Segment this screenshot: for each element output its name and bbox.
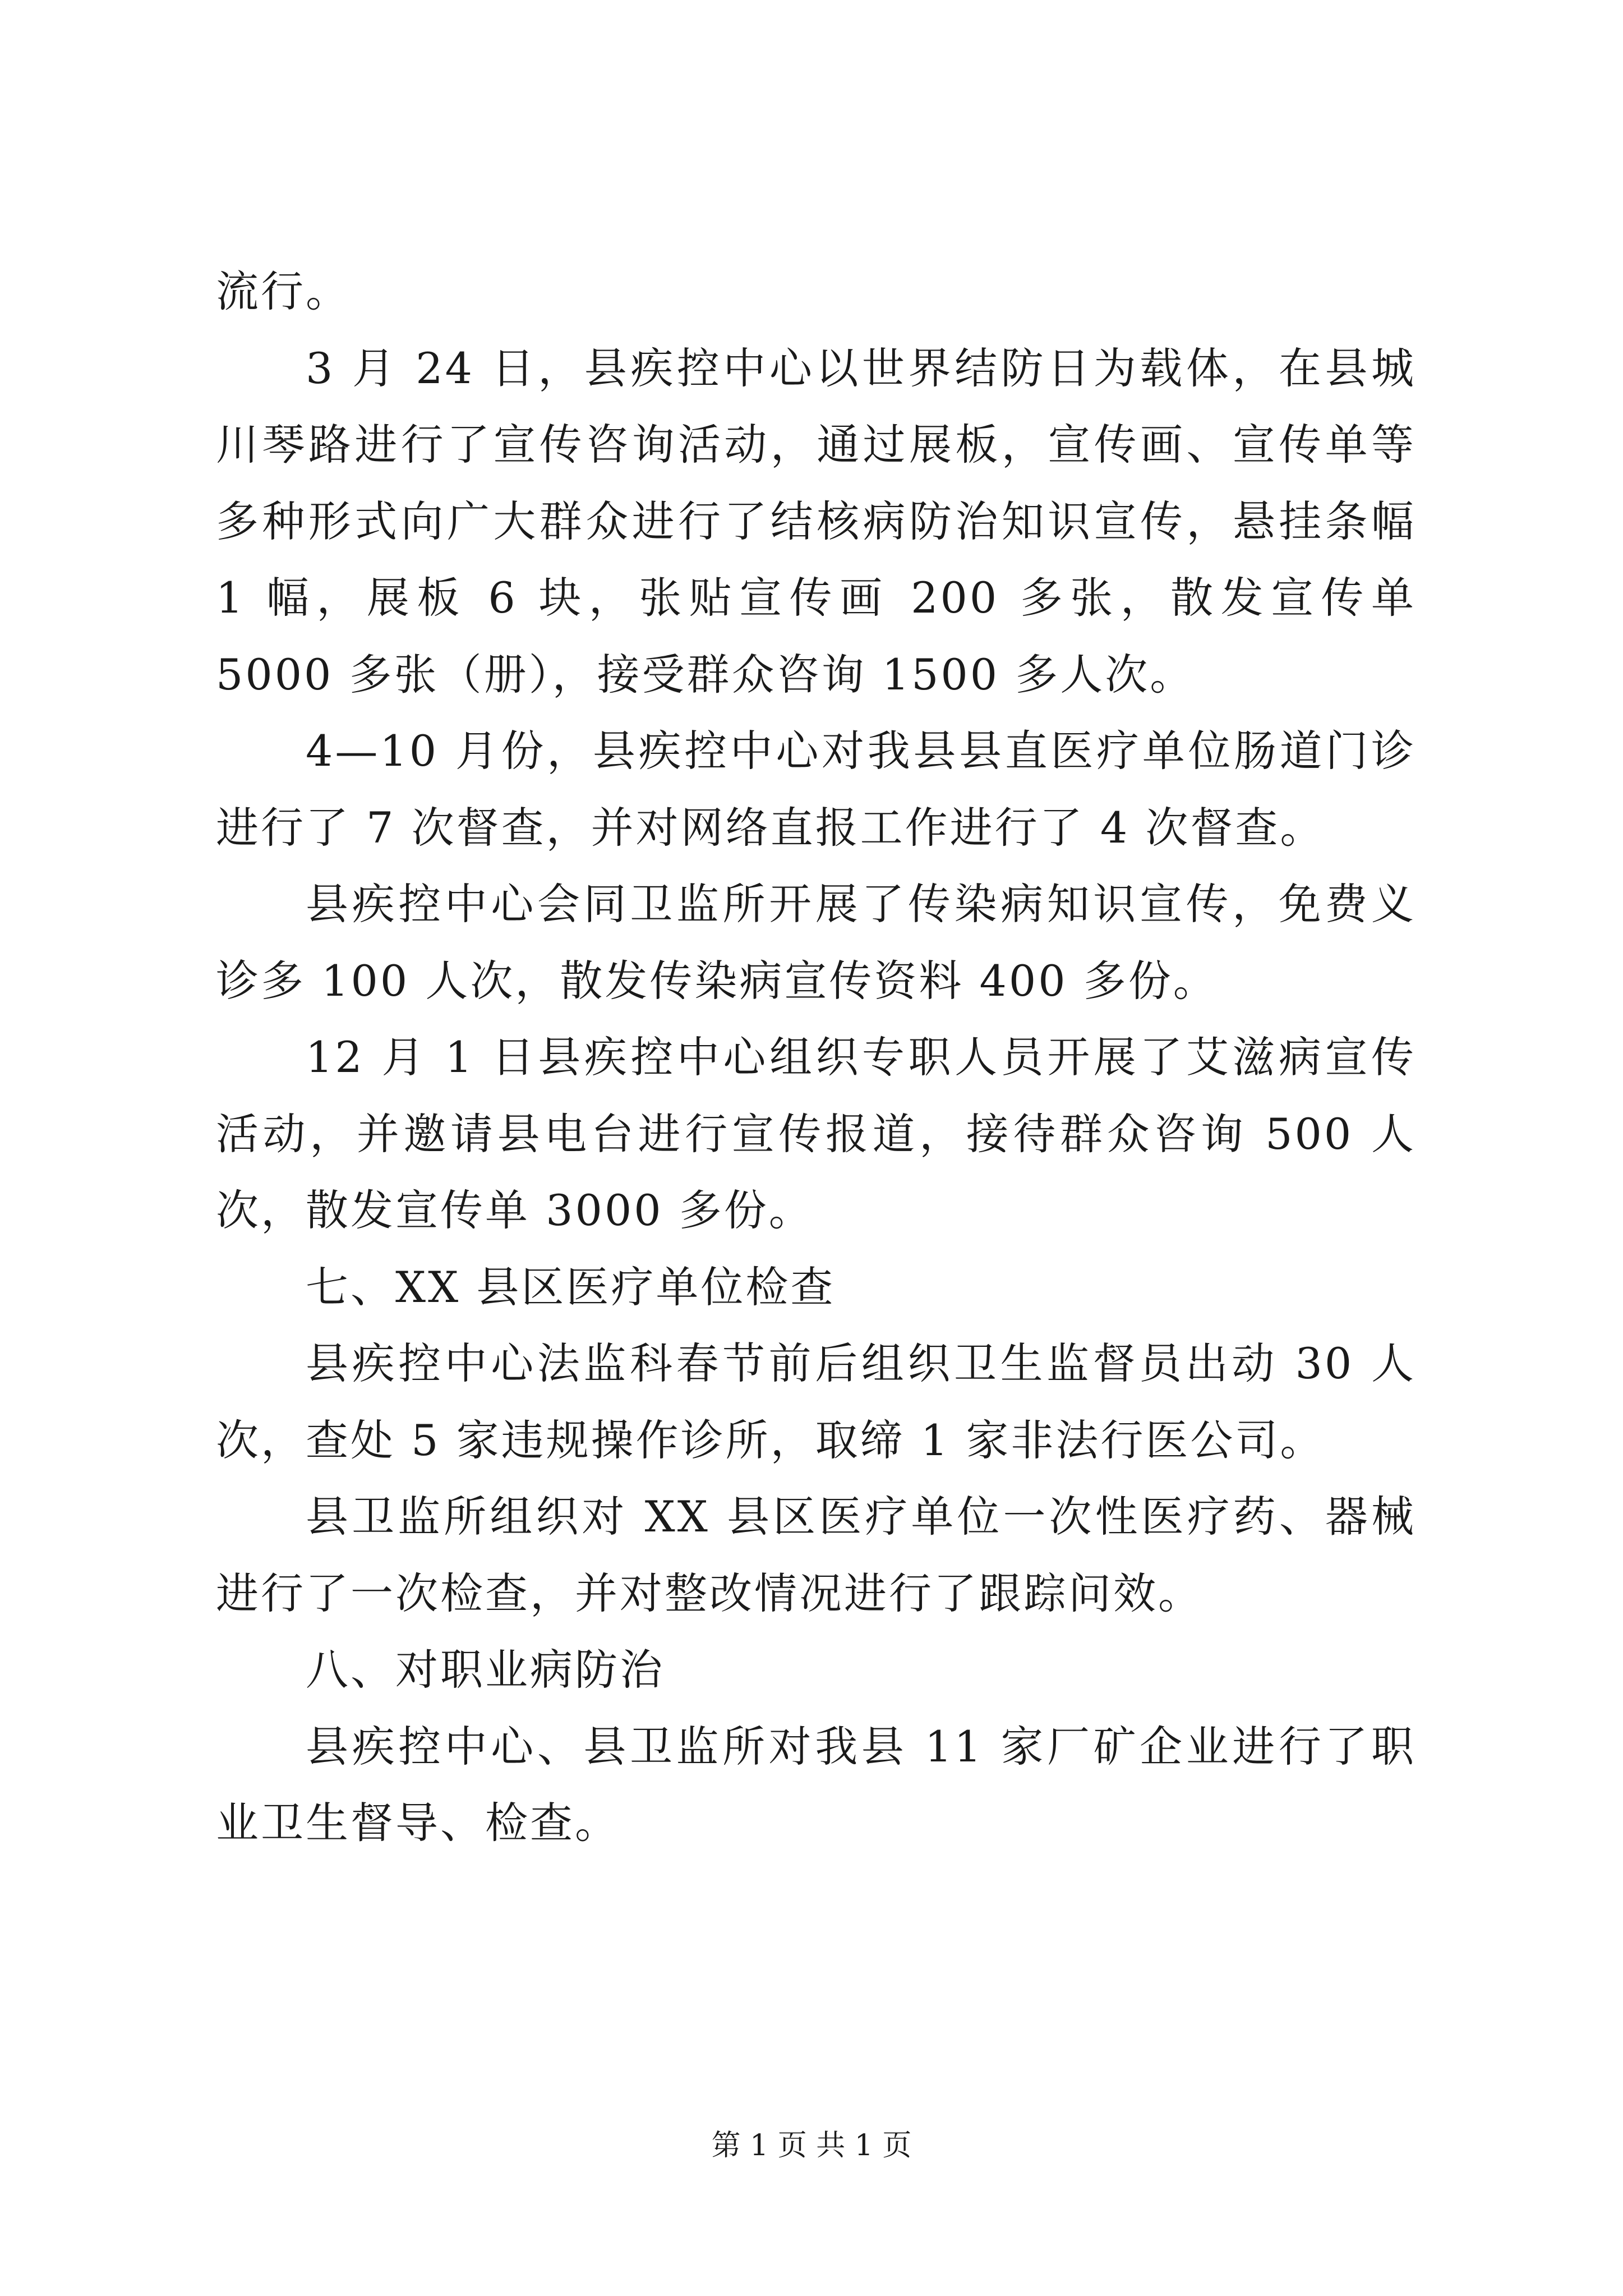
document-body: [216, 254, 1416, 1862]
section-heading-medical-inspection: 七、XX 县区医疗单位检查: [306, 1262, 836, 1312]
paragraph-infectious-disease-publicity: 县疾控中心会同卫监所开展了传染病知识宣传，免费义诊多 100 人次，散发传染病宣传资料 400 多份。: [216, 879, 1416, 1006]
paragraph-clinic-crackdown: 县疾控中心法监科春节前后组织卫生监督员出动 30 人次，查处 5 家违规操作诊所，取缔 1 家非法行医公司。: [216, 1338, 1416, 1465]
paragraph-intestinal-clinic-inspection: 4—10 月份，县疾控中心对我县县直医疗单位肠道门诊进行了 7 次督查，并对网络直报工作进行了 4 次督查。: [216, 726, 1416, 853]
page-footer: [0, 2126, 1623, 2165]
paragraph-aids-campaign: 12 月 1 日县疾控中心组织专职人员开展了艾滋病宣传活动，并邀请县电台进行宣传报道，接待群众咨询 500 人次，散发宣传单 3000 多份。: [216, 1032, 1416, 1235]
page-number-label: 第 1 页 共 1 页: [711, 2129, 912, 2162]
paragraph-tb-day-campaign: 3 月 24 日，县疾控中心以世界结防日为载体，在县城川琴路进行了宣传咨询活动，通过展板，宣传画、宣传单等多种形式向广大群众进行了结核病防治知识宣传，悬挂条幅 1 幅，展板 6 块，张贴宣传画 200 多张，散发宣传单 5000 多张（册），接受群众咨询 1500 多人次。: [216, 343, 1416, 700]
paragraph-continuation: 流行。: [216, 266, 351, 316]
paragraph-factory-supervision: 县疾控中心、县卫监所对我县 11 家厂矿企业进行了职业卫生督导、检查。: [216, 1721, 1416, 1848]
paragraph-disposable-supplies-inspection: 县卫监所组织对 XX 县区医疗单位一次性医疗药、器械进行了一次检查，并对整改情况进行了跟踪问效。: [216, 1492, 1416, 1618]
section-heading-occupational-disease: 八、对职业病防治: [306, 1645, 665, 1695]
